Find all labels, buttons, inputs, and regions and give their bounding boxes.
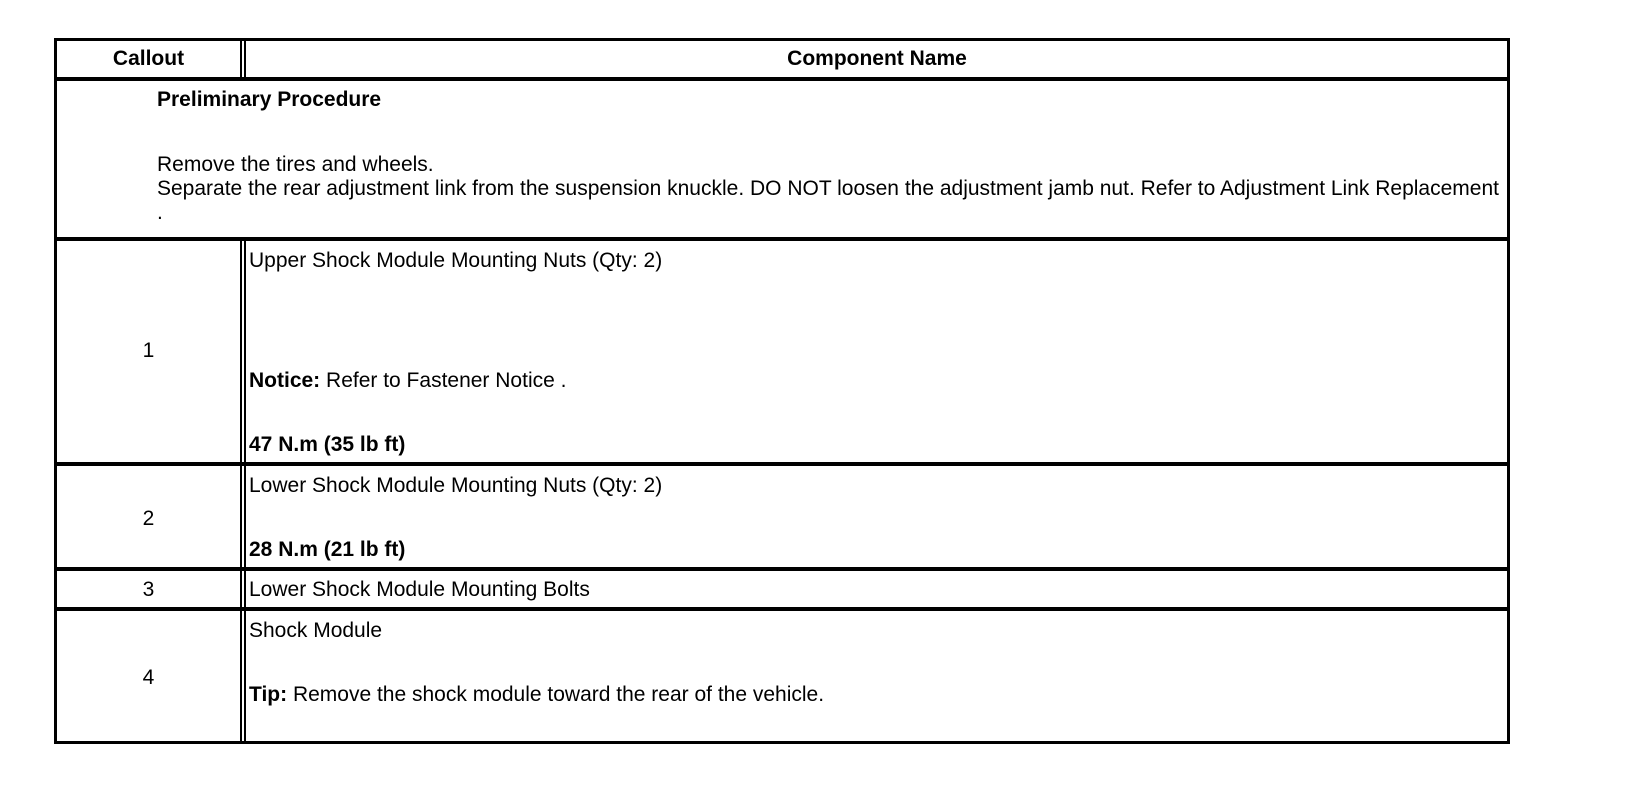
row-2-divider (57, 567, 1507, 571)
row-1-notice (249, 369, 566, 393)
row-4-tip-label: Tip: (249, 683, 288, 706)
row-2-name: Lower Shock Module Mounting Nuts (Qty: 2) (249, 474, 663, 497)
preliminary-title: Preliminary Procedure (157, 88, 382, 111)
header-column-divider-left (240, 41, 242, 77)
row-1-name: Upper Shock Module Mounting Nuts (Qty: 2) (249, 249, 663, 272)
body-column-divider-right (244, 237, 246, 744)
row-4-tip-text: Remove the shock module toward the rear of the vehicle. (287, 683, 825, 706)
row-1-notice-label: Notice: (249, 369, 321, 392)
row-2-torque: 28 N.m (21 lb ft) (249, 538, 406, 561)
header-divider (57, 77, 1507, 81)
preliminary-divider (57, 237, 1507, 241)
body-column-divider-left (240, 237, 242, 744)
preliminary-body (157, 153, 1507, 225)
row-3-divider (57, 607, 1507, 611)
row-3-name: Lower Shock Module Mounting Bolts (249, 578, 590, 601)
row-1-divider (57, 462, 1507, 466)
header-callout: Callout (112, 47, 185, 70)
row-2-callout: 2 (142, 507, 155, 530)
header-component-name: Component Name (787, 47, 967, 70)
component-table (54, 38, 1510, 744)
row-4-callout: 4 (142, 666, 155, 689)
row-1-notice-text: Refer to Fastener Notice . (320, 369, 567, 392)
preliminary-line-2: Separate the rear adjustment link from the suspension knuckle. DO NOT loosen the adjustment jamb nut. Refer to Adjustment Link Replacement . (157, 177, 1499, 224)
preliminary-line-1: Remove the tires and wheels. (157, 153, 434, 176)
row-4-name: Shock Module (249, 619, 383, 642)
row-3-callout: 3 (142, 578, 155, 601)
row-1-callout: 1 (142, 339, 155, 362)
row-1-torque: 47 N.m (35 lb ft) (249, 433, 406, 456)
row-4-tip (249, 683, 824, 707)
